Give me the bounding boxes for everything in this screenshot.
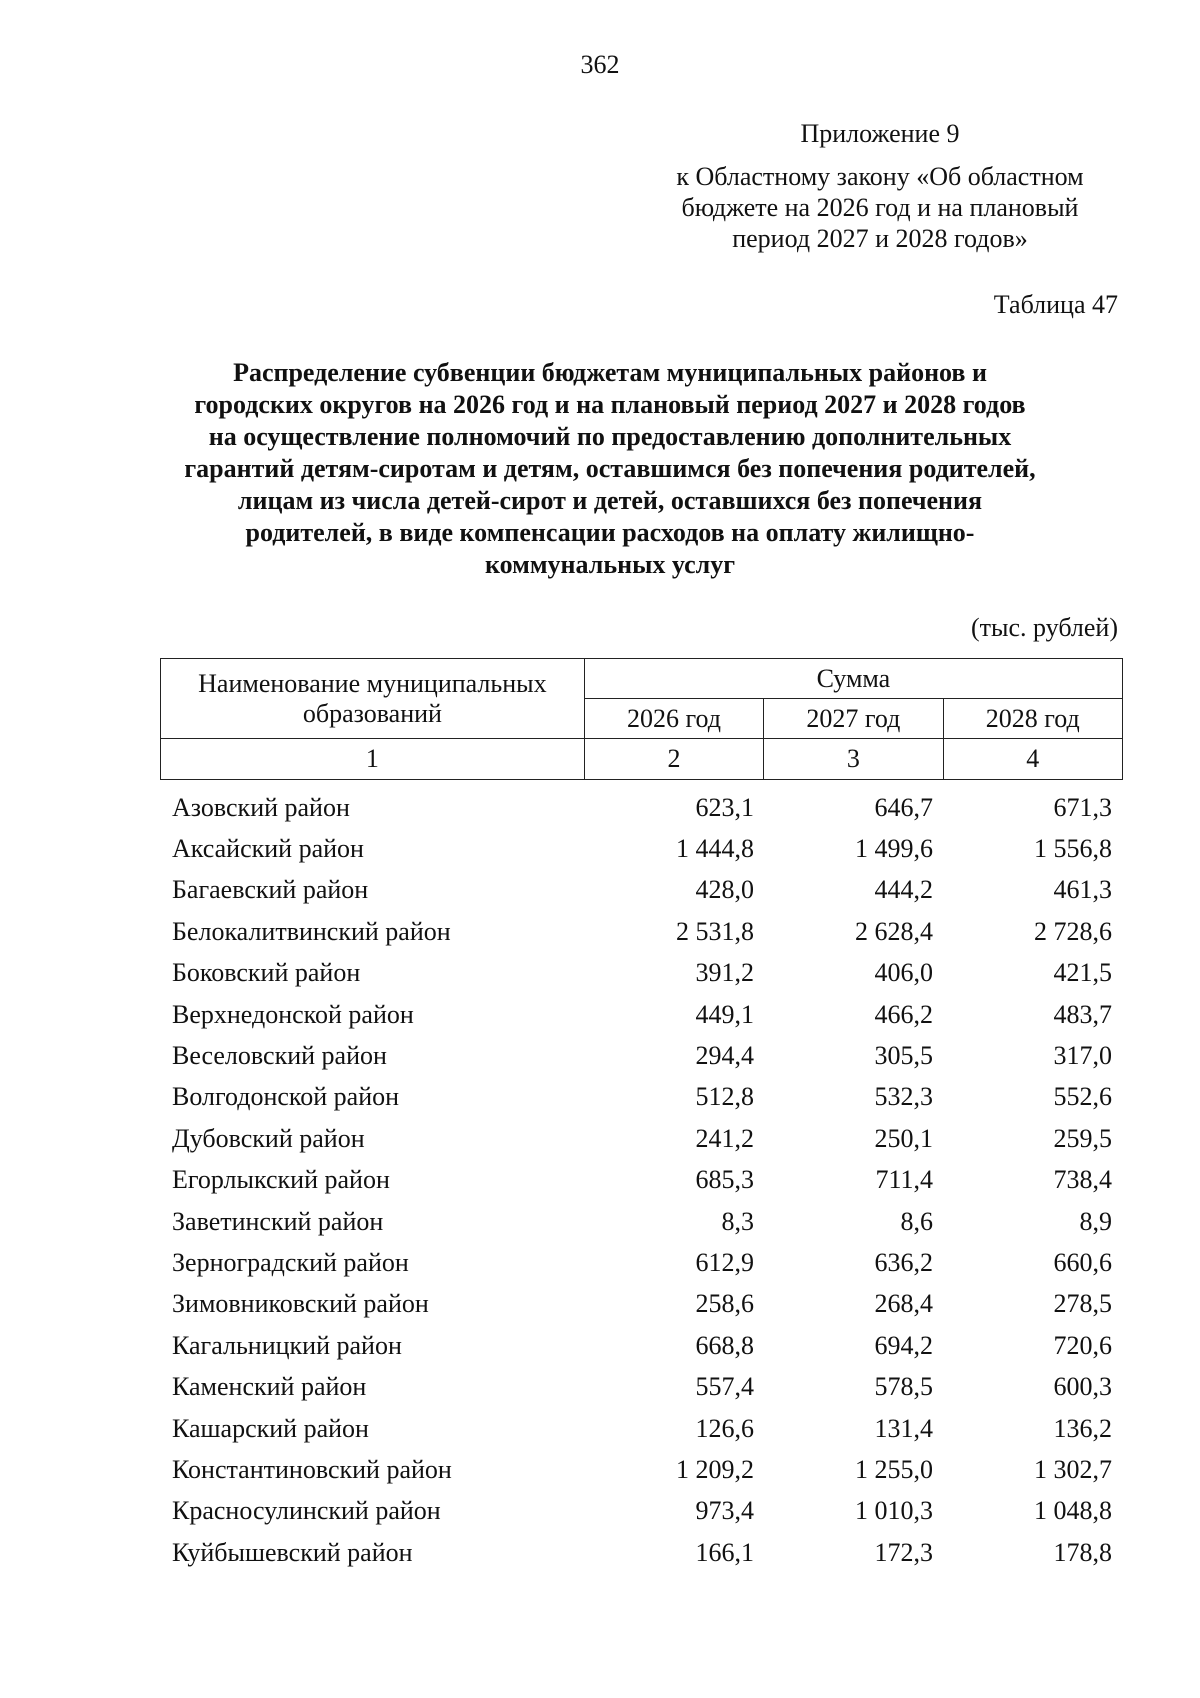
title-line: лицам из числа детей-сирот и детей, оставшихся без попечения	[237, 486, 983, 515]
value-2027: 646,7	[874, 792, 933, 822]
value-2027: 636,2	[874, 1247, 933, 1277]
value-2028: 461,3	[1053, 875, 1112, 905]
municipality-name: Каменский район	[172, 1372, 367, 1402]
value-2026: 449,1	[695, 999, 754, 1029]
value-2026: 294,4	[695, 1041, 754, 1071]
header-year-2028: 2028 год	[943, 699, 1122, 739]
value-2028: 1 048,8	[1034, 1496, 1112, 1526]
value-2026: 973,4	[695, 1496, 754, 1526]
value-2028: 1 556,8	[1034, 834, 1112, 864]
title-line: на осуществление полномочий по предоставлению дополнительных	[208, 422, 1012, 451]
value-2026: 557,4	[695, 1372, 754, 1402]
title-line: городских округов на 2026 год и на плановый период 2027 и 2028 годов	[194, 390, 1026, 419]
value-2027: 1 010,3	[855, 1496, 933, 1526]
value-2027: 8,6	[900, 1206, 933, 1236]
municipality-name: Дубовский район	[172, 1123, 365, 1153]
table-row	[160, 1118, 1123, 1159]
title-line: родителей, в виде компенсации расходов на оплату жилищно-	[245, 518, 975, 547]
table-row	[160, 1449, 1123, 1490]
municipality-name: Волгодонской район	[172, 1082, 400, 1112]
value-2027: 2 628,4	[855, 916, 933, 946]
value-2026: 1 209,2	[676, 1454, 754, 1484]
municipality-name: Азовский район	[172, 792, 350, 822]
value-2028: 8,9	[1079, 1206, 1112, 1236]
value-2026: 612,9	[695, 1247, 754, 1277]
table-row	[160, 787, 1123, 828]
value-2026: 391,2	[695, 958, 754, 988]
value-2027: 131,4	[874, 1413, 933, 1443]
value-2026: 623,1	[695, 792, 754, 822]
value-2026: 166,1	[695, 1537, 754, 1567]
table-row	[160, 1284, 1123, 1325]
value-2026: 241,2	[695, 1123, 754, 1153]
annex-block	[640, 118, 1120, 254]
value-2026: 2 531,8	[676, 916, 754, 946]
value-2027: 250,1	[874, 1123, 933, 1153]
table-row	[160, 1532, 1123, 1573]
units-label: (тыс. рублей)	[970, 613, 1118, 642]
table-row	[160, 1160, 1123, 1201]
table-row	[160, 1366, 1123, 1407]
table-header	[160, 658, 1123, 780]
header-sum-cell: Сумма	[584, 659, 1122, 699]
value-2028: 259,5	[1053, 1123, 1112, 1153]
title-line: гарантий детям-сиротам и детям, оставшимся без попечения родителей,	[184, 454, 1036, 483]
value-2026: 685,3	[695, 1165, 754, 1195]
column-number: 4	[943, 739, 1122, 780]
table-row	[160, 1408, 1123, 1449]
column-number: 1	[161, 739, 585, 780]
value-2027: 1 255,0	[855, 1454, 933, 1484]
value-2028: 178,8	[1053, 1537, 1112, 1567]
municipality-name: Аксайский район	[172, 834, 364, 864]
value-2028: 552,6	[1053, 1082, 1112, 1112]
value-2026: 8,3	[721, 1206, 754, 1236]
table-row	[160, 953, 1123, 994]
table-row	[160, 1201, 1123, 1242]
annex-title: Приложение 9	[800, 119, 960, 148]
table-row	[160, 1035, 1123, 1076]
table-body	[160, 787, 1123, 1573]
municipality-name: Егорлыкский район	[172, 1165, 390, 1195]
municipality-name: Боковский район	[172, 958, 361, 988]
municipality-name: Зерноградский район	[172, 1247, 409, 1277]
page-number: 362	[580, 50, 620, 79]
value-2027: 268,4	[874, 1289, 933, 1319]
value-2027: 172,3	[874, 1537, 933, 1567]
municipality-name: Веселовский район	[172, 1041, 387, 1071]
value-2026: 512,8	[695, 1082, 754, 1112]
value-2028: 2 728,6	[1034, 916, 1112, 946]
value-2028: 136,2	[1053, 1413, 1112, 1443]
value-2028: 600,3	[1053, 1372, 1112, 1402]
value-2027: 694,2	[874, 1330, 933, 1360]
municipality-name: Багаевский район	[172, 875, 369, 905]
table-row	[160, 870, 1123, 911]
municipality-name: Кагальницкий район	[172, 1330, 402, 1360]
title-line: коммунальных услуг	[484, 550, 736, 579]
table-row	[160, 911, 1123, 952]
table-row	[160, 994, 1123, 1035]
table-row	[160, 1325, 1123, 1366]
value-2027: 305,5	[874, 1041, 933, 1071]
municipality-name: Константиновский район	[172, 1454, 452, 1484]
value-2027: 578,5	[874, 1372, 933, 1402]
value-2028: 720,6	[1053, 1330, 1112, 1360]
value-2028: 278,5	[1053, 1289, 1112, 1319]
column-number: 2	[584, 739, 763, 780]
column-number: 3	[764, 739, 943, 780]
annex-line: бюджете на 2026 год и на плановый	[681, 193, 1079, 222]
municipality-name: Куйбышевский район	[172, 1537, 413, 1567]
header-name-line: Наименование муниципальных	[198, 668, 547, 698]
municipality-name: Верхнедонской район	[172, 999, 414, 1029]
municipality-name: Белокалитвинский район	[172, 916, 451, 946]
header-name-line: образований	[302, 698, 442, 728]
municipality-name: Заветинский район	[172, 1206, 384, 1236]
value-2027: 406,0	[874, 958, 933, 988]
value-2028: 483,7	[1053, 999, 1112, 1029]
value-2026: 668,8	[695, 1330, 754, 1360]
value-2028: 660,6	[1053, 1247, 1112, 1277]
value-2027: 466,2	[874, 999, 933, 1029]
value-2027: 532,3	[874, 1082, 933, 1112]
value-2026: 1 444,8	[676, 834, 754, 864]
table-number: Таблица 47	[993, 290, 1118, 319]
header-year-2027: 2027 год	[764, 699, 943, 739]
value-2028: 421,5	[1053, 958, 1112, 988]
value-2027: 711,4	[875, 1165, 933, 1195]
municipality-name: Зимовниковский район	[172, 1289, 429, 1319]
value-2027: 444,2	[874, 875, 933, 905]
value-2028: 1 302,7	[1034, 1454, 1112, 1484]
table-row	[160, 1242, 1123, 1283]
table-row	[160, 1491, 1123, 1532]
title-line: Распределение субвенции бюджетам муниципальных районов и	[233, 358, 987, 387]
value-2026: 428,0	[695, 875, 754, 905]
value-2028: 317,0	[1053, 1041, 1112, 1071]
annex-line: к Областному закону «Об областном	[676, 162, 1084, 191]
municipality-name: Кашарский район	[172, 1413, 369, 1443]
value-2027: 1 499,6	[855, 834, 933, 864]
annex-line: период 2027 и 2028 годов»	[732, 224, 1028, 253]
value-2028: 738,4	[1053, 1165, 1112, 1195]
municipality-name: Красносулинский район	[172, 1496, 441, 1526]
table-row	[160, 828, 1123, 869]
value-2026: 126,6	[695, 1413, 754, 1443]
value-2028: 671,3	[1053, 792, 1112, 822]
header-name-cell	[161, 659, 585, 739]
document-title	[130, 357, 1090, 581]
header-year-2026: 2026 год	[584, 699, 763, 739]
value-2026: 258,6	[695, 1289, 754, 1319]
table-row	[160, 1077, 1123, 1118]
